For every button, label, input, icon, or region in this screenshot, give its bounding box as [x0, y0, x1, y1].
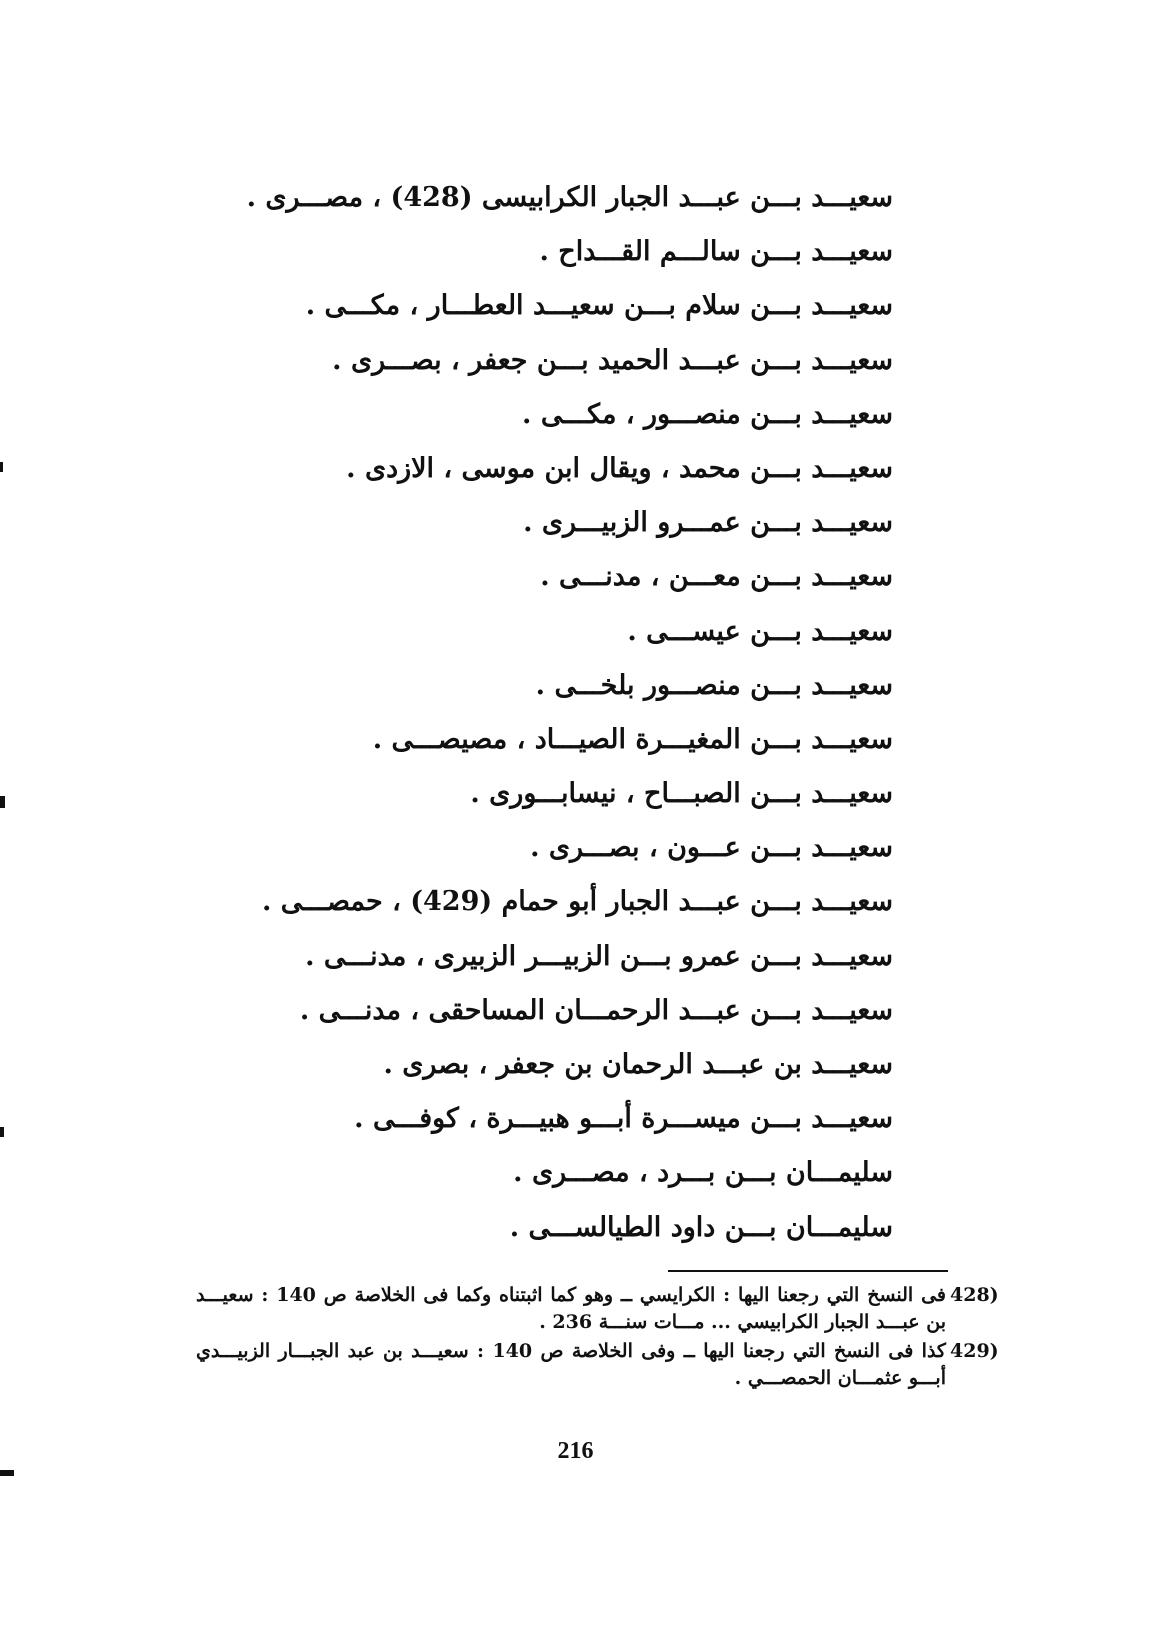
scan-edge-mark	[0, 1127, 4, 1137]
scan-edge-mark	[0, 462, 3, 472]
list-item: سعيـــد بـــن معـــن ، مدنـــى .	[540, 561, 893, 593]
list-item: سعيـــد بـــن عيســـى .	[627, 615, 893, 647]
footnote-text: فى النسخ التي رجعنا اليها : الكرايسي ــ وهو كما اثبتناه وكما فى الخلاصة ص 140 : سعيـــد بن عبـــد الجبار الكرابيسي ... مـــات سنـــة 236 .	[196, 1284, 946, 1333]
narrator-list	[193, 178, 893, 1262]
list-item: سعيـــد بـــن عبـــد الحميد بـــن جعفر ، بصـــرى .	[332, 344, 893, 376]
list-item: سعيـــد بـــن منصـــور بلخـــى .	[535, 669, 893, 701]
footnote-428	[196, 1282, 999, 1336]
list-item: سعيـــد بن عبـــد الرحمان بن جعفر ، بصرى .	[383, 1049, 893, 1080]
footnote-text: كذا فى النسخ التي رجعنا اليها ــ وفى الخلاصة ص 140 : سعيـــد بن عبد الجبـــار الزبيـــدي أبـــو عثمـــان الحمصـــي .	[196, 1340, 946, 1389]
footnote-number: 428)	[950, 1284, 999, 1306]
list-item: سعيـــد بـــن ميســـرة أبـــو هبيـــرة ، كوفـــى .	[354, 1103, 893, 1135]
list-item: سليمـــان بـــن بـــرد ، مصـــرى .	[513, 1157, 893, 1189]
list-item: سعيـــد بـــن سلام بـــن سعيـــد العطـــار ، مكـــى .	[305, 290, 893, 322]
list-item: سعيـــد بـــن عـــون ، بصـــرى .	[530, 832, 893, 864]
footnote-divider	[668, 1270, 948, 1272]
scan-edge-mark	[0, 1470, 14, 1476]
page-number: 216	[557, 1438, 594, 1464]
list-item: سعيـــد بـــن المغيـــرة الصيـــاد ، مصيصـــى .	[372, 723, 893, 755]
list-item: سعيـــد بـــن محمد ، ويقال ابن موسى ، الازدى .	[346, 452, 893, 484]
footnotes	[196, 1282, 999, 1394]
list-item: سليمـــان بـــن داود الطيالســـى .	[509, 1211, 893, 1243]
list-item: سعيـــد بـــن منصـــور ، مكـــى .	[522, 398, 893, 430]
list-item: سعيـــد بـــن سالـــم القـــداح .	[539, 236, 893, 268]
list-item: سعيـــد بـــن عبـــد الجبار الكرابيسى (428) ، مصـــرى .	[246, 182, 893, 213]
list-item: سعيـــد بـــن عمـــرو الزبيـــرى .	[523, 507, 893, 539]
list-item: سعيـــد بـــن عبـــد الرحمـــان المساحقى ، مدنـــى .	[299, 994, 893, 1026]
scan-edge-mark	[0, 796, 5, 808]
list-item: سعيـــد بـــن عمرو بـــن الزبيـــر الزبيرى ، مدنـــى .	[305, 940, 893, 972]
footnote-429	[196, 1338, 999, 1392]
list-item: سعيـــد بـــن الصبـــاح ، نيسابـــورى .	[470, 778, 893, 810]
footnote-number: 429)	[950, 1340, 999, 1362]
list-item: سعيـــد بـــن عبـــد الجبار أبو حمام (429) ، حمصـــى .	[261, 886, 893, 918]
